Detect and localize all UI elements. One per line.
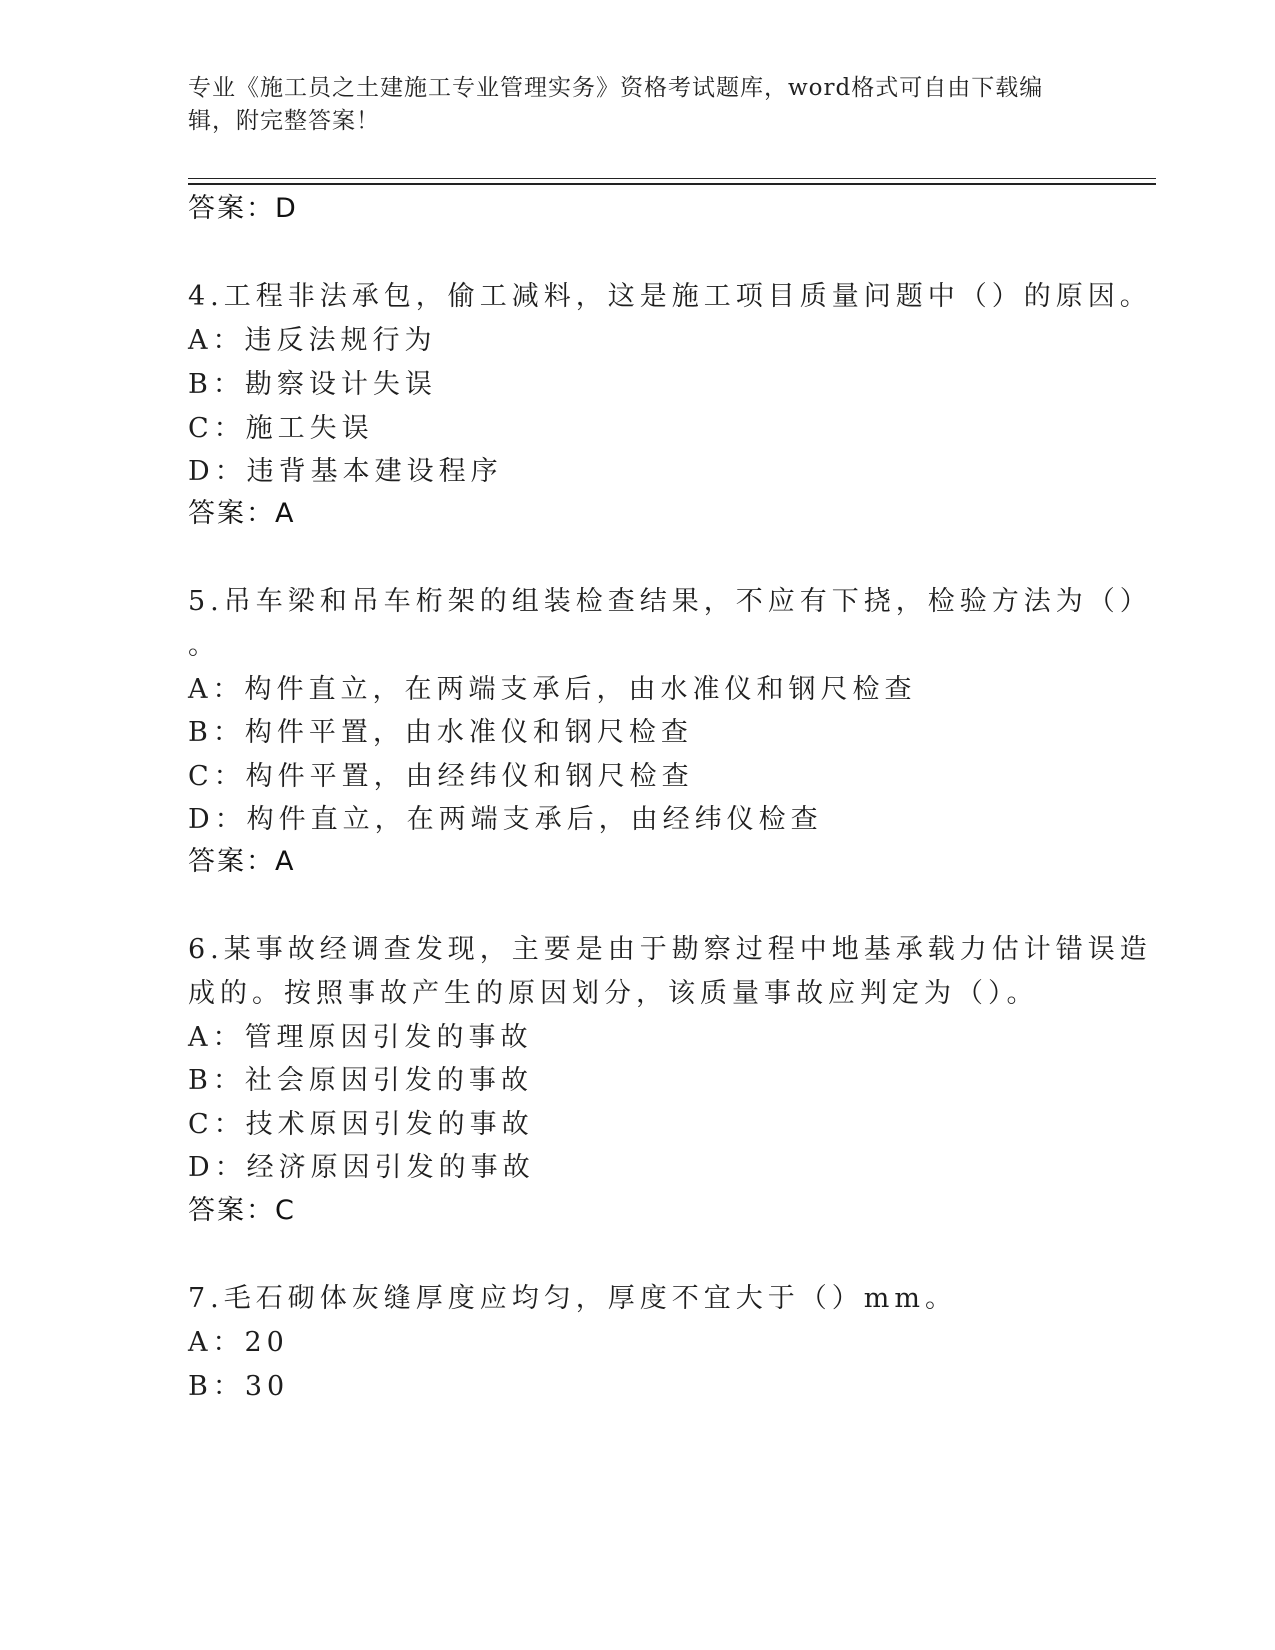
question-6-option-b: B：社会原因引发的事故	[188, 1065, 533, 1096]
question-4-stem: 4.工程非法承包，偷工减料，这是施工项目质量问题中（）的原因。	[188, 281, 1152, 312]
question-6-answer: 答案：C	[188, 1195, 296, 1226]
question-6-stem-line-2: 成的。按照事故产生的原因划分，该质量事故应判定为（）。	[188, 978, 1039, 1009]
question-4-option-a: A：违反法规行为	[188, 325, 437, 356]
header-divider-thick	[188, 183, 1156, 185]
question-5-stem-line-2: 。	[188, 630, 220, 661]
question-6-stem-line-1: 6.某事故经调查发现，主要是由于勘察过程中地基承载力估计错误造	[188, 934, 1152, 965]
question-6-option-d: D：经济原因引发的事故	[188, 1152, 535, 1183]
question-5-option-b: B：构件平置，由水准仪和钢尺检查	[188, 717, 693, 748]
question-5-option-d: D：构件直立，在两端支承后，由经纬仪检查	[188, 804, 823, 835]
document-header	[188, 72, 1068, 138]
question-5-stem-line-1: 5.吊车梁和吊车桁架的组装检查结果，不应有下挠，检验方法为（）	[188, 586, 1152, 617]
question-4-option-d: D：违背基本建设程序	[188, 456, 503, 487]
header-line-1: 专业《施工员之土建施工专业管理实务》资格考试题库，word格式可自由下载编	[188, 75, 1044, 101]
previous-answer: 答案：D	[188, 193, 298, 224]
header-divider-thin	[188, 178, 1156, 179]
question-7-option-b: B：30	[188, 1371, 290, 1402]
question-7-stem: 7.毛石砌体灰缝厚度应均匀，厚度不宜大于（）mm。	[188, 1283, 957, 1314]
question-5-option-a: A：构件直立，在两端支承后，由水准仪和钢尺检查	[188, 674, 917, 705]
question-5-option-c: C：构件平置，由经纬仪和钢尺检查	[188, 761, 694, 792]
question-5-answer: 答案：A	[188, 846, 296, 877]
question-4-option-c: C：施工失误	[188, 413, 374, 444]
header-line-2: 辑，附完整答案！	[188, 108, 380, 134]
question-6-option-a: A：管理原因引发的事故	[188, 1022, 533, 1053]
question-7-option-a: A：20	[188, 1327, 289, 1358]
question-4-option-b: B：勘察设计失误	[188, 369, 437, 400]
question-6-option-c: C：技术原因引发的事故	[188, 1109, 534, 1140]
question-4-answer: 答案：A	[188, 498, 296, 529]
